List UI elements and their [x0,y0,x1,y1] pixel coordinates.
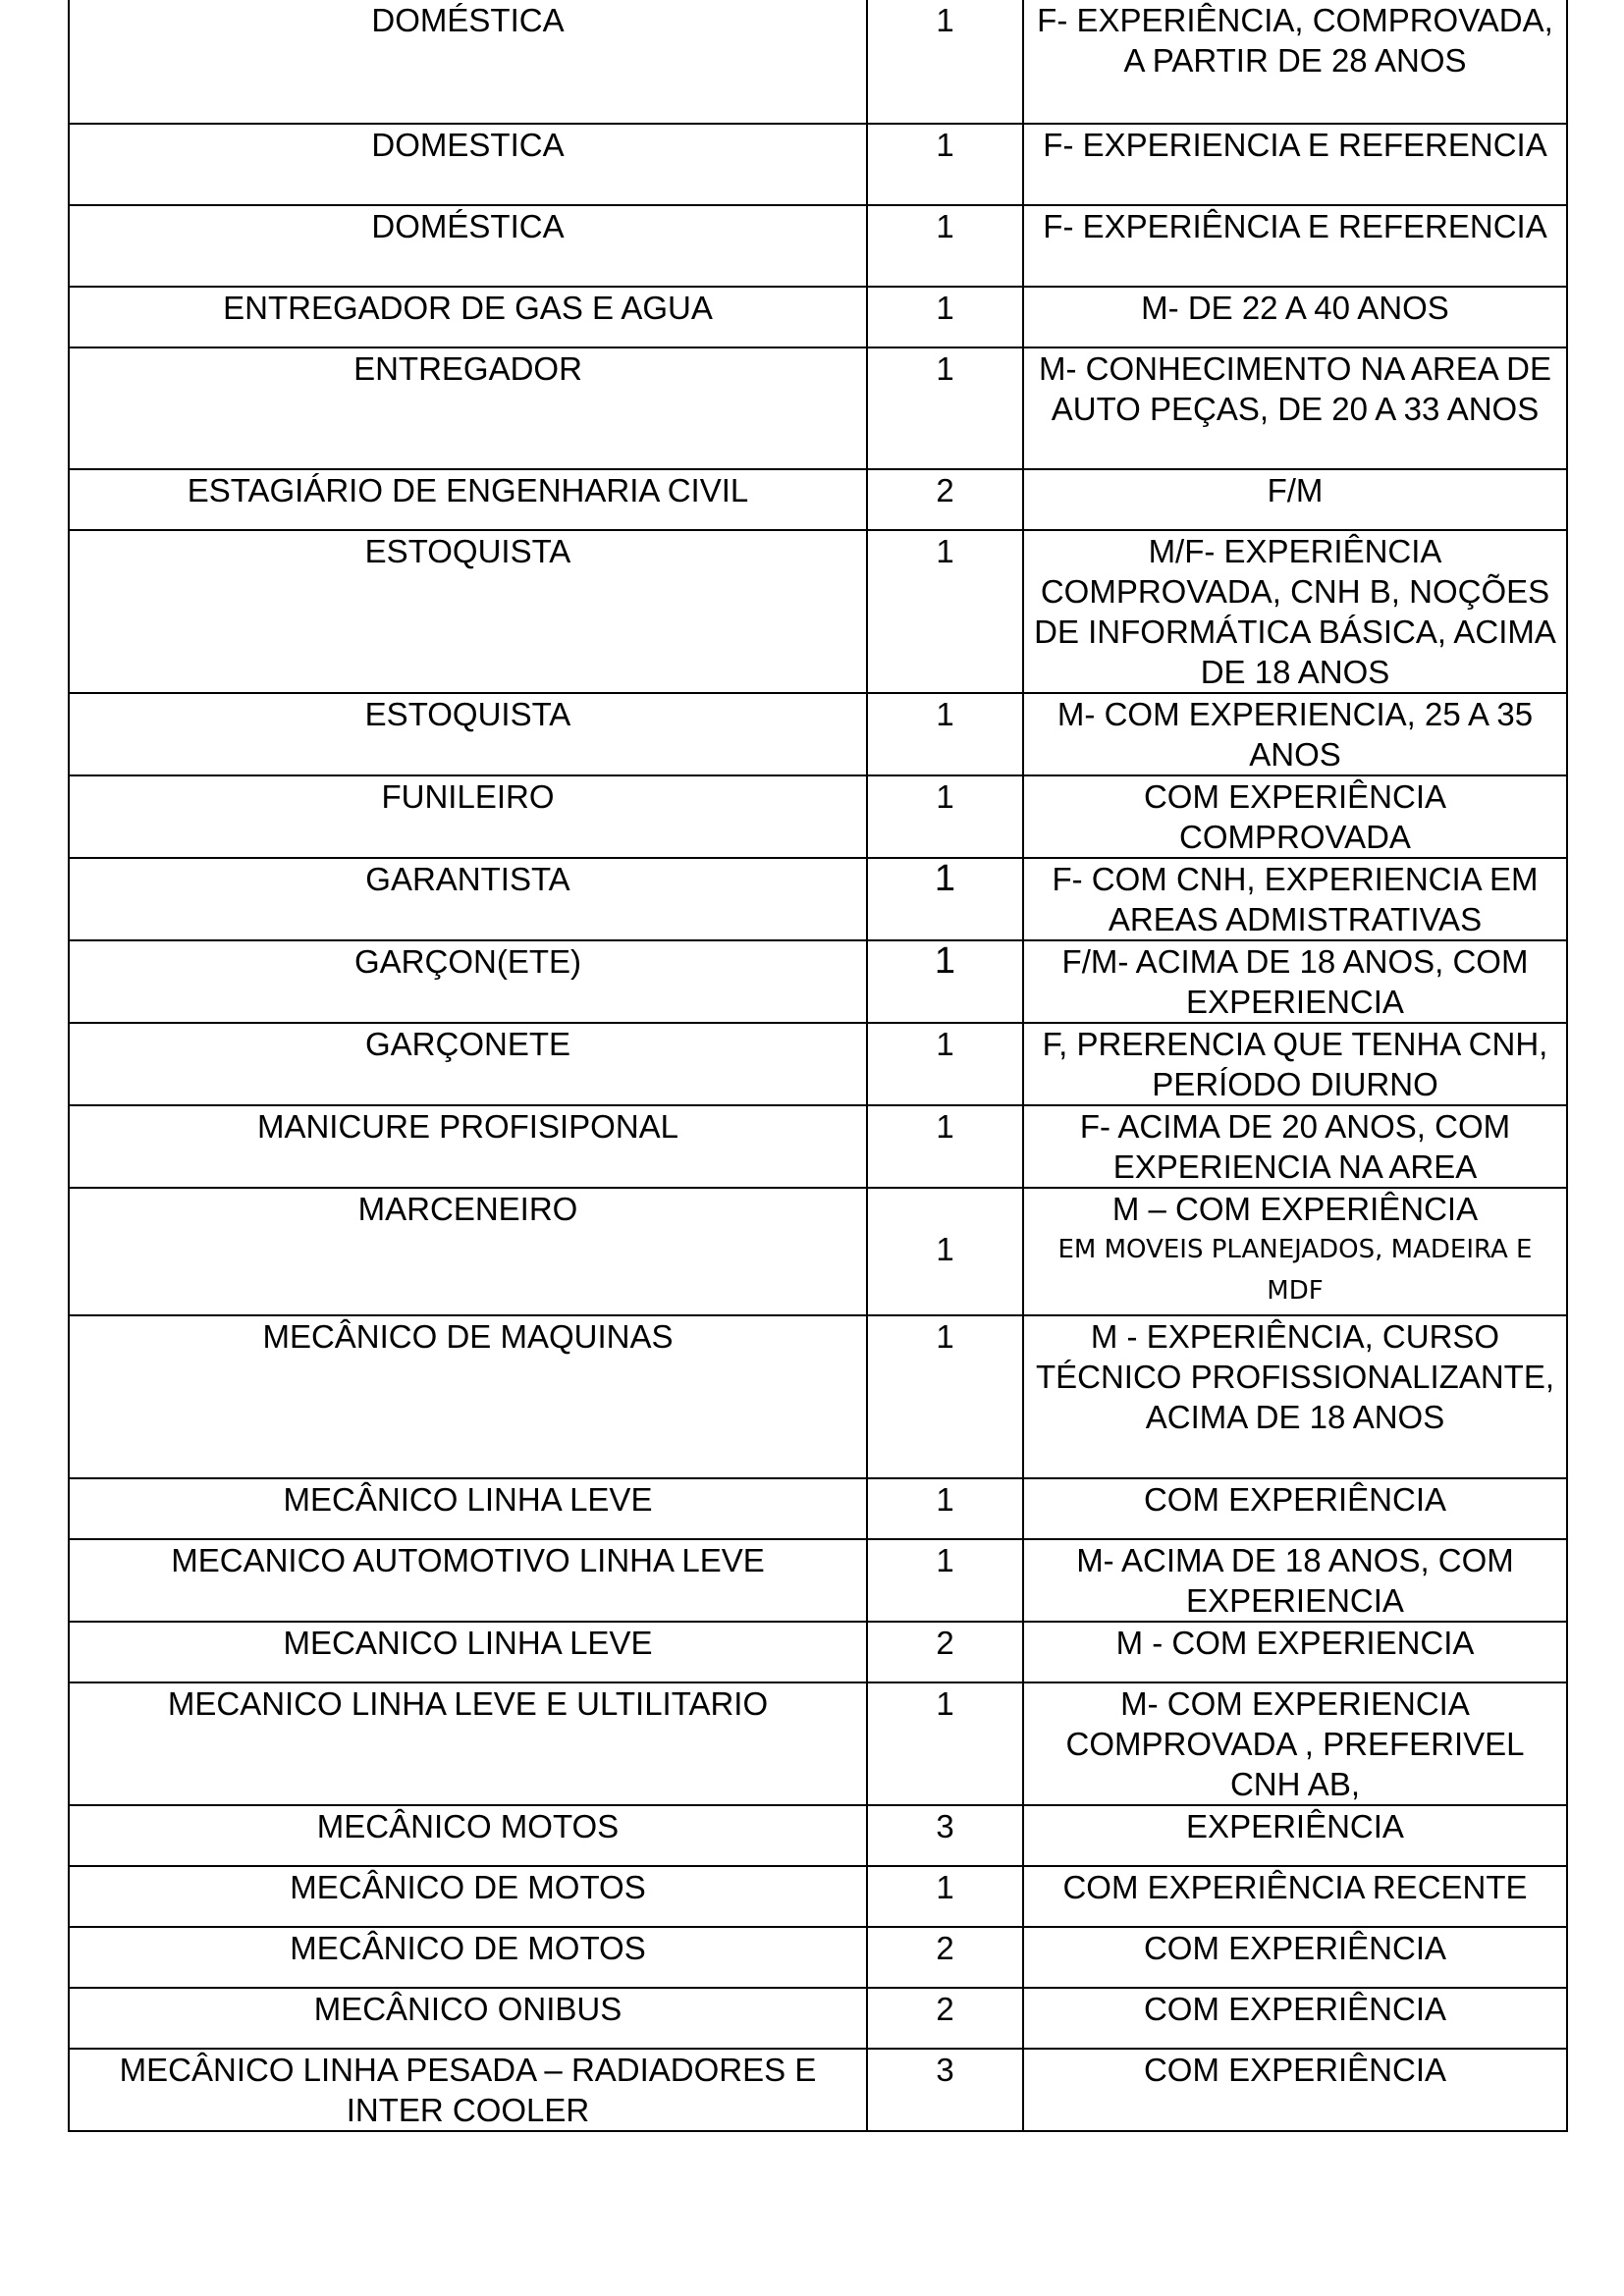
requirements-cell: M/F- EXPERIÊNCIA COMPROVADA, CNH B, NOÇÕES DE INFORMÁTICA BÁSICA, ACIMA DE 18 ANOS [1023,530,1567,693]
vacancy-count-cell: 1 [867,1105,1023,1188]
requirements-cell: F- ACIMA DE 20 ANOS, COM EXPERIENCIA NA AREA [1023,1105,1567,1188]
job-title-cell: ENTREGADOR DE GAS E AGUA [69,287,867,347]
requirements-cell: M- CONHECIMENTO NA AREA DE AUTO PEÇAS, DE 20 A 33 ANOS [1023,347,1567,469]
requirements-cell: COM EXPERIÊNCIA [1023,1988,1567,2049]
requirements-cell: COM EXPERIÊNCIA RECENTE [1023,1866,1567,1927]
table-row [69,2049,1567,2131]
job-title-cell: MECANICO LINHA LEVE [69,1622,867,1682]
vacancy-count-cell: 1 [867,1682,1023,1805]
table-row [69,693,1567,775]
job-title-cell: MECANICO AUTOMOTIVO LINHA LEVE [69,1539,867,1622]
table-row [69,1023,1567,1105]
table-row [69,205,1567,287]
table-row [69,1105,1567,1188]
job-title-cell: FUNILEIRO [69,775,867,858]
requirements-cell: M- COM EXPERIENCIA, 25 A 35 ANOS [1023,693,1567,775]
vacancy-count-cell: 3 [867,2049,1023,2131]
job-title-cell: ESTOQUISTA [69,530,867,693]
table-row [69,858,1567,940]
table-row [69,940,1567,1023]
requirements-cell: COM EXPERIÊNCIA COMPROVADA [1023,775,1567,858]
job-title-cell: DOMESTICA [69,124,867,205]
job-title-cell: MECÂNICO DE MOTOS [69,1927,867,1988]
vacancy-count-cell: 1 [867,530,1023,693]
vacancy-count-cell [867,940,1023,1023]
requirements-cell: F- EXPERIÊNCIA E REFERENCIA [1023,205,1567,287]
table-row [69,124,1567,205]
vacancy-count-cell: 1 [867,124,1023,205]
requirements-cell: COM EXPERIÊNCIA [1023,2049,1567,2131]
requirements-cell: COM EXPERIÊNCIA [1023,1927,1567,1988]
vacancy-count-cell: 2 [867,469,1023,530]
requirements-cell: F/M- ACIMA DE 18 ANOS, COM EXPERIENCIA [1023,940,1567,1023]
requirements-cell: M- DE 22 A 40 ANOS [1023,287,1567,347]
requirements-cell: F- COM CNH, EXPERIENCIA EM AREAS ADMISTRATIVAS [1023,858,1567,940]
job-title-cell: MARCENEIRO [69,1188,867,1315]
vacancy-count-cell [867,1188,1023,1315]
vacancy-count-cell: 1 [867,693,1023,775]
table-row [69,1805,1567,1866]
job-vacancies-table [68,0,1568,2132]
vacancy-count-value: 1 [934,940,956,982]
job-title-cell: GARÇONETE [69,1023,867,1105]
table-row [69,1866,1567,1927]
vacancy-count-cell: 1 [867,205,1023,287]
requirements-cell [1023,1188,1567,1315]
job-title-cell: DOMÉSTICA [69,0,867,124]
requirements-cell: M - EXPERIÊNCIA, CURSO TÉCNICO PROFISSIONALIZANTE, ACIMA DE 18 ANOS [1023,1315,1567,1478]
job-title-cell: GARÇON(ETE) [69,940,867,1023]
table-row [69,1188,1567,1315]
job-title-cell: MECÂNICO MOTOS [69,1805,867,1866]
vacancy-count-cell: 1 [867,1539,1023,1622]
vacancy-count-cell [867,858,1023,940]
table-row [69,287,1567,347]
requirements-cell: M - COM EXPERIENCIA [1023,1622,1567,1682]
job-title-cell: MANICURE PROFISIPONAL [69,1105,867,1188]
requirements-cell: COM EXPERIÊNCIA [1023,1478,1567,1539]
table-row [69,1539,1567,1622]
vacancy-count-cell: 1 [867,1023,1023,1105]
requirements-cell: F/M [1023,469,1567,530]
vacancy-count-cell: 1 [867,1478,1023,1539]
job-title-cell: DOMÉSTICA [69,205,867,287]
table-row [69,347,1567,469]
vacancy-count-cell: 1 [867,287,1023,347]
vacancy-count-cell: 2 [867,1988,1023,2049]
requirements-cell: F- EXPERIENCIA E REFERENCIA [1023,124,1567,205]
vacancy-count-cell: 1 [867,0,1023,124]
table-row [69,530,1567,693]
table-row [69,1315,1567,1478]
requirements-cell: F, PRERENCIA QUE TENHA CNH, PERÍODO DIURNO [1023,1023,1567,1105]
requirements-detail-text: EM MOVEIS PLANEJADOS, MADEIRA E MDF [1057,1235,1533,1306]
job-title-cell: MECÂNICO DE MOTOS [69,1866,867,1927]
job-title-cell: MECÂNICO LINHA LEVE [69,1478,867,1539]
vacancy-count-cell: 3 [867,1805,1023,1866]
requirements-cell: M- ACIMA DE 18 ANOS, COM EXPERIENCIA [1023,1539,1567,1622]
table-row [69,469,1567,530]
requirements-cell: EXPERIÊNCIA [1023,1805,1567,1866]
job-title-cell: MECANICO LINHA LEVE E ULTILITARIO [69,1682,867,1805]
vacancy-count-cell: 1 [867,775,1023,858]
table-row [69,1682,1567,1805]
table-row [69,1478,1567,1539]
job-listing-page [68,0,1566,2132]
job-title-cell: ESTAGIÁRIO DE ENGENHARIA CIVIL [69,469,867,530]
job-title-cell: ENTREGADOR [69,347,867,469]
requirements-text: M – COM EXPERIÊNCIA [1111,1191,1479,1227]
vacancy-count-cell: 1 [867,1315,1023,1478]
job-title-cell: GARANTISTA [69,858,867,940]
table-row [69,1988,1567,2049]
requirements-cell: M- COM EXPERIENCIA COMPROVADA , PREFERIVEL CNH AB, [1023,1682,1567,1805]
table-row [69,775,1567,858]
table-row [69,0,1567,124]
table-row [69,1927,1567,1988]
vacancy-count-cell: 1 [867,347,1023,469]
job-title-cell: MECÂNICO DE MAQUINAS [69,1315,867,1478]
vacancy-count-cell: 2 [867,1927,1023,1988]
vacancy-count-value: 1 [934,858,956,899]
vacancy-count-value: 1 [936,1231,954,1267]
job-title-cell: ESTOQUISTA [69,693,867,775]
requirements-cell: F- EXPERIÊNCIA, COMPROVADA, A PARTIR DE 28 ANOS [1023,0,1567,124]
job-title-cell: MECÂNICO ONIBUS [69,1988,867,2049]
job-title-cell: MECÂNICO LINHA PESADA – RADIADORES E INTER COOLER [69,2049,867,2131]
vacancy-count-cell: 1 [867,1866,1023,1927]
vacancy-count-cell: 2 [867,1622,1023,1682]
table-row [69,1622,1567,1682]
